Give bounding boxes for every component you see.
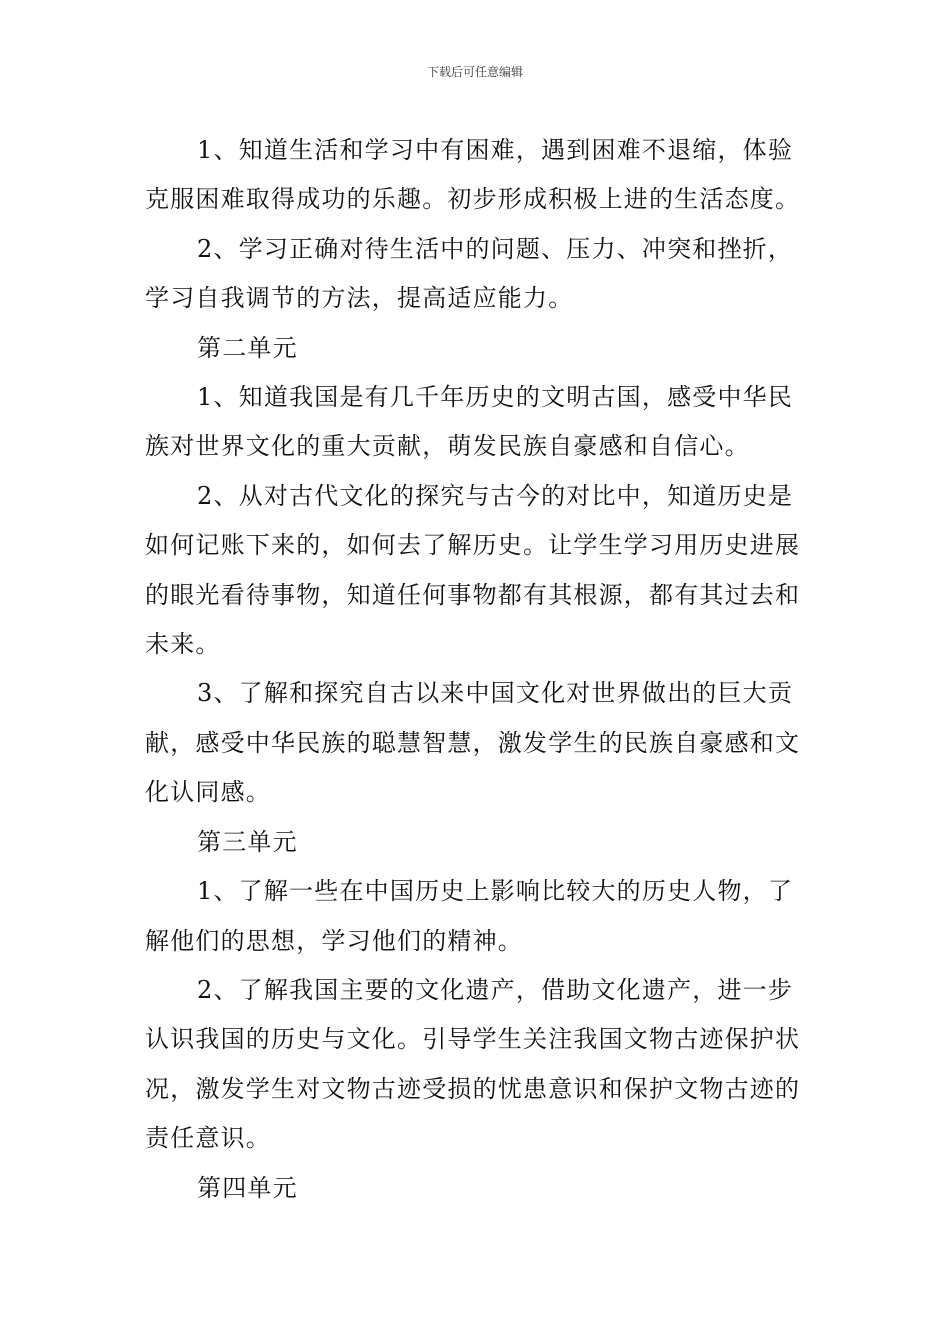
unit-heading-4: 第四单元	[197, 1173, 298, 1202]
paragraph-unit1-goal1: 1、知道生活和学习中有困难，遇到困难不退缩，体验克服困难取得成功的乐趣。初步形成积极上进的生活态度。	[145, 136, 801, 214]
paragraph-unit3-goal1: 1、了解一些在中国历史上影响比较大的历史人物，了解他们的思想，学习他们的精神。	[145, 877, 794, 955]
paragraph-unit2-goal2: 2、从对古代文化的探究与古今的对比中，知道历史是如何记账下来的，如何去了解历史。让学生学习用历史进展的眼光看待事物，知道任何事物都有其根源，都有其过去和未来。	[145, 481, 801, 659]
paragraph-unit1-goal2: 2、学习正确对待生活中的问题、压力、冲突和挫折，学习自我调节的方法，提高适应能力。	[145, 234, 794, 313]
paragraph-unit3-goal2: 2、了解我国主要的文化遗产，借助文化遗产，进一步认识我国的历史与文化。引导学生关注我国文物古迹保护状况，激发学生对文物古迹受损的忧患意识和保护文物古迹的责任意识。	[145, 975, 801, 1153]
page-header-note: 下载后可任意编辑	[426, 65, 523, 79]
paragraph-unit2-goal3: 3、了解和探究自古以来中国文化对世界做出的巨大贡献，感受中华民族的聪慧智慧，激发学生的民族自豪感和文化认同感。	[145, 679, 801, 807]
unit-heading-3: 第三单元	[197, 827, 298, 856]
unit-heading-2: 第二单元	[197, 333, 298, 362]
paragraph-unit2-goal1: 1、知道我国是有几千年历史的文明古国，感受中华民族对世界文化的重大贡献，萌发民族自豪感和自信心。	[145, 383, 794, 461]
document-body	[145, 126, 807, 1213]
